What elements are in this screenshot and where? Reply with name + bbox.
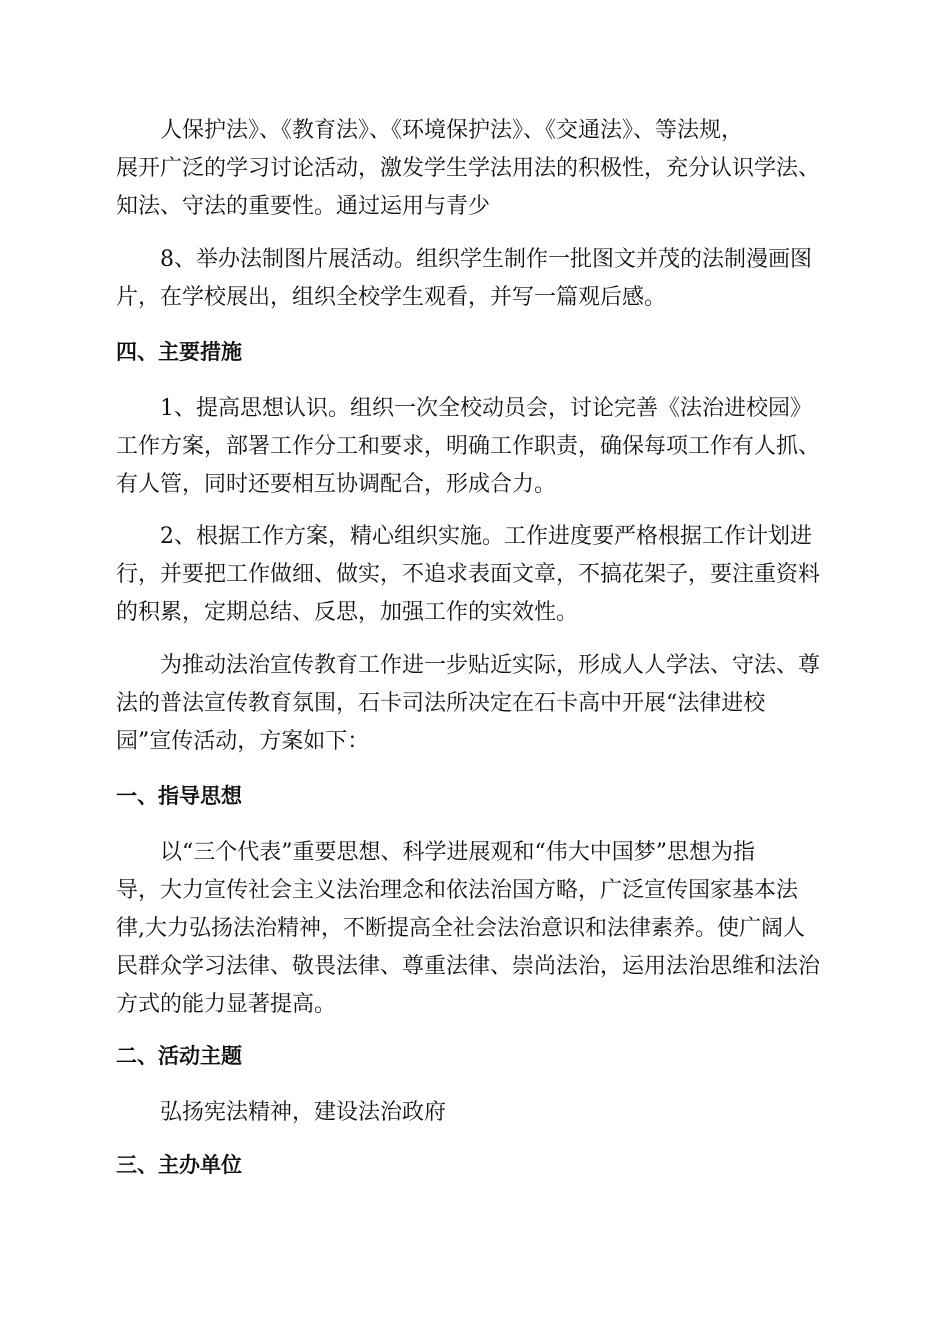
text-line: 片，在学校展出，组织全校学生观看，并写一篇观后感。 [116, 285, 667, 310]
text-line: 律,大力弘扬法治精神，不断提高全社会法治意识和法律素养。使广阔人 [116, 916, 805, 941]
text-line: 展开广泛的学习讨论活动，激发学生学法用法的积极性，充分认识学法、 [116, 156, 821, 181]
section-heading-activity-theme: 二、活动主题 [116, 1044, 242, 1068]
text-line: 行，并要把工作做细、做实，不追求表面文章，不搞花架子，要注重资料 [116, 562, 821, 587]
paragraph-raise-awareness [116, 390, 836, 504]
text-line: 1、提高思想认识。组织一次全校动员会，讨论完善《法治进校园》 [116, 396, 812, 421]
paragraph-implementation [116, 518, 836, 632]
paragraph-photo-exhibition [116, 241, 836, 317]
paragraph-introduction [116, 647, 836, 761]
text-line: 人保护法》、《教育法》、《环境保护法》、《交通法》、等法规， [116, 118, 744, 143]
text-line: 导，大力宣传社会主义法治理念和依法治国方略，广泛宣传国家基本法 [116, 878, 799, 903]
section-heading-main-measures: 四、主要措施 [116, 340, 242, 364]
text-line: 8、举办法制图片展活动。组织学生制作一批图文并茂的法制漫画图 [116, 247, 812, 272]
section-heading-guiding-ideology: 一、指导思想 [116, 784, 242, 808]
paragraph-activity-theme [116, 1094, 836, 1132]
text-line: 园”宣传活动，方案如下： [116, 729, 370, 754]
text-line: 方式的能力显著提高。 [116, 992, 337, 1017]
text-line: 以“三个代表”重要思想、科学进展观和“伟大中国梦”思想为指 [116, 840, 755, 865]
text-line: 工作方案，部署工作分工和要求，明确工作职责，确保每项工作有人抓、 [116, 434, 821, 459]
text-line: 的积累，定期总结、反思，加强工作的实效性。 [116, 600, 579, 625]
text-line: 有人管，同时还要相互协调配合，形成合力。 [116, 472, 557, 497]
text-line: 2、根据工作方案，精心组织实施。工作进度要严格根据工作计划进 [116, 524, 812, 549]
text-line: 民群众学习法律、敬畏法律、尊重法律、崇尚法治，运用法治思维和法治 [116, 954, 821, 979]
text-line: 为推动法治宣传教育工作进一步贴近实际，形成人人学法、守法、尊 [116, 653, 821, 678]
section-heading-organizer: 三、主办单位 [116, 1153, 242, 1177]
paragraph-law-study [116, 112, 836, 226]
text-line: 知法、守法的重要性。通过运用与青少 [116, 194, 491, 219]
text-line: 法的普法宣传教育氛围，石卡司法所决定在石卡高中开展“法律进校 [116, 691, 766, 716]
paragraph-guiding-ideology [116, 834, 836, 1024]
text-line: 弘扬宪法精神，建设法治政府 [116, 1100, 447, 1125]
